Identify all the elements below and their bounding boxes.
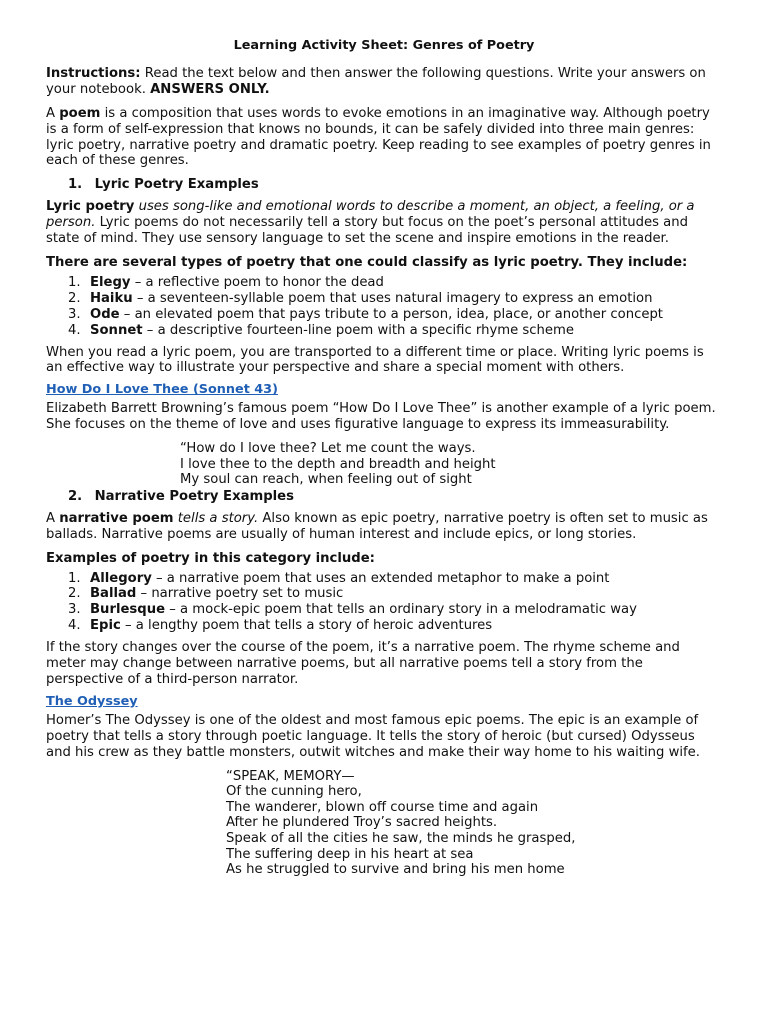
list-item-number: 2. bbox=[68, 290, 81, 306]
list-item-number: 1. bbox=[68, 570, 81, 586]
lyric-types-list bbox=[46, 275, 722, 339]
lyric-def-rest: Lyric poems do not necessarily tell a story but focus on the poet’s personal attitudes and state of mind. They use sensory language to set the scene and inspire emotions in the reader. bbox=[46, 215, 688, 247]
quote-line: The wanderer, blown off course time and again bbox=[226, 799, 539, 815]
quote-line: After he plundered Troy’s sacred heights. bbox=[226, 815, 498, 831]
list-item bbox=[46, 291, 722, 307]
list-item-desc: – a reflective poem to honor the dead bbox=[130, 274, 384, 290]
list-item bbox=[46, 307, 722, 323]
instructions-paragraph bbox=[46, 66, 722, 98]
quote-line: My soul can reach, when feeling out of sight bbox=[180, 472, 472, 488]
instructions-label: Instructions: bbox=[46, 65, 141, 81]
list-item bbox=[46, 618, 722, 634]
page-title: Learning Activity Sheet: Genres of Poetry bbox=[233, 38, 535, 53]
list-item-desc: – an elevated poem that pays tribute to a person, idea, place, or another concept bbox=[119, 306, 663, 322]
list-item bbox=[46, 275, 722, 291]
list-item-term: Elegy bbox=[90, 274, 131, 290]
list-item-term: Sonnet bbox=[90, 322, 143, 338]
section-number: 1. bbox=[68, 177, 83, 193]
list-item-desc: – a mock-epic poem that tells an ordinary story in a melodramatic way bbox=[165, 602, 637, 618]
list-item-term: Haiku bbox=[90, 290, 133, 306]
lyric-term: Lyric poetry bbox=[46, 199, 135, 215]
narrative-def-rest: Also known as epic poetry, narrative poetry is often set to music as ballads. Narrative poems are usually of human interest and include epics, or long stories. bbox=[46, 510, 708, 542]
narrative-definition bbox=[46, 511, 722, 543]
list-item-desc: – a lengthy poem that tells a story of heroic adventures bbox=[120, 618, 493, 634]
list-item-number: 3. bbox=[68, 602, 81, 618]
list-item-desc: – a seventeen-syllable poem that uses natural imagery to express an emotion bbox=[132, 290, 653, 306]
narrative-list-intro-text: Examples of poetry in this category include: bbox=[46, 550, 375, 566]
quote-line: I love thee to the depth and breadth and height bbox=[180, 456, 496, 472]
narrative-term: narrative poem bbox=[59, 510, 174, 526]
lyric-closing-paragraph: When you read a lyric poem, you are transported to a different time or place. Writing lyric poems is an effective way to illustrate your perspective and share a special moment with others. bbox=[46, 344, 704, 376]
quote-line: As he struggled to survive and bring his men home bbox=[226, 862, 565, 878]
sonnet-43-link[interactable]: How Do I Love Thee (Sonnet 43) bbox=[46, 382, 278, 398]
narrative-italic-def: tells a story. bbox=[173, 510, 259, 526]
narrative-article: A bbox=[46, 510, 60, 526]
list-item-term: Allegory bbox=[90, 570, 152, 586]
instructions-emphasis: ANSWERS ONLY. bbox=[150, 81, 270, 97]
quote-line: Speak of all the cities he saw, the minds he grasped, bbox=[226, 830, 576, 846]
intro-text: is a composition that uses words to evoke emotions in an imaginative way. Although poetry is a form of self-expression that knows no bounds, it can be safely divided into three main genres: lyric poetry, narrative poetry and dramatic poetry. Keep reading to see examples of poetry genres in each of these genres. bbox=[46, 105, 711, 169]
list-item-number: 4. bbox=[68, 322, 81, 338]
list-item bbox=[46, 323, 722, 339]
quote-line: “How do I love thee? Let me count the ways. bbox=[180, 441, 476, 457]
list-item-term: Ballad bbox=[90, 586, 137, 602]
odyssey-quote bbox=[46, 769, 722, 878]
quote-line: “SPEAK, MEMORY— bbox=[226, 768, 355, 784]
lyric-definition bbox=[46, 199, 722, 247]
list-item-number: 1. bbox=[68, 274, 81, 290]
sonnet-quote bbox=[46, 441, 722, 488]
list-item-term: Epic bbox=[90, 618, 121, 634]
lyric-italic-def: uses song-like and emotional words to describe a moment, an object, a feeling, or a person. bbox=[46, 199, 695, 231]
list-item-term: Burlesque bbox=[90, 602, 166, 618]
section-heading-lyric bbox=[46, 177, 722, 193]
section-heading-text: Lyric Poetry Examples bbox=[94, 177, 259, 193]
quote-line: Of the cunning hero, bbox=[226, 784, 362, 800]
list-item bbox=[46, 586, 722, 602]
narrative-closing-paragraph: If the story changes over the course of the poem, it’s a narrative poem. The rhyme scheme and meter may change between narrative poems, but all narrative poems tell a story from the perspective of a third-person narrator. bbox=[46, 640, 680, 687]
list-item-number: 3. bbox=[68, 306, 81, 322]
list-item-term: Ode bbox=[90, 306, 120, 322]
list-item-desc: – narrative poetry set to music bbox=[136, 586, 344, 602]
section-heading-text: Narrative Poetry Examples bbox=[94, 488, 294, 504]
intro-article: A bbox=[46, 105, 60, 121]
narrative-types-list bbox=[46, 571, 722, 635]
instructions-text: Read the text below and then answer the following questions. Write your answers on your notebook. bbox=[46, 65, 706, 97]
list-item-number: 4. bbox=[68, 618, 81, 634]
quote-line: The suffering deep in his heart at sea bbox=[226, 846, 474, 862]
list-item-desc: – a narrative poem that uses an extended metaphor to make a point bbox=[151, 570, 610, 586]
section-number: 2. bbox=[68, 488, 83, 504]
sonnet-example-paragraph: Elizabeth Barrett Browning’s famous poem “How Do I Love Thee” is another example of a lyric poem. She focuses on the theme of love and uses figurative language to express its immeasurability. bbox=[46, 401, 716, 433]
list-item bbox=[46, 602, 722, 618]
intro-term: poem bbox=[59, 105, 101, 121]
odyssey-example-paragraph: Homer’s The Odyssey is one of the oldest and most famous epic poems. The epic is an example of poetry that tells a story through poetic language. It tells the story of heroic (but cursed) Odysseus and his crew as they battle monsters, outwit witches and make their way home to his waiting wife. bbox=[46, 712, 700, 760]
intro-paragraph bbox=[46, 106, 722, 170]
lyric-list-intro-text: There are several types of poetry that one could classify as lyric poetry. They include: bbox=[46, 254, 688, 270]
list-item-desc: – a descriptive fourteen-line poem with a specific rhyme scheme bbox=[142, 322, 574, 338]
lyric-list-intro bbox=[46, 255, 722, 271]
odyssey-link[interactable]: The Odyssey bbox=[46, 693, 138, 709]
list-item bbox=[46, 571, 722, 587]
section-heading-narrative bbox=[46, 489, 722, 505]
list-item-number: 2. bbox=[68, 586, 81, 602]
narrative-list-intro bbox=[46, 551, 722, 567]
